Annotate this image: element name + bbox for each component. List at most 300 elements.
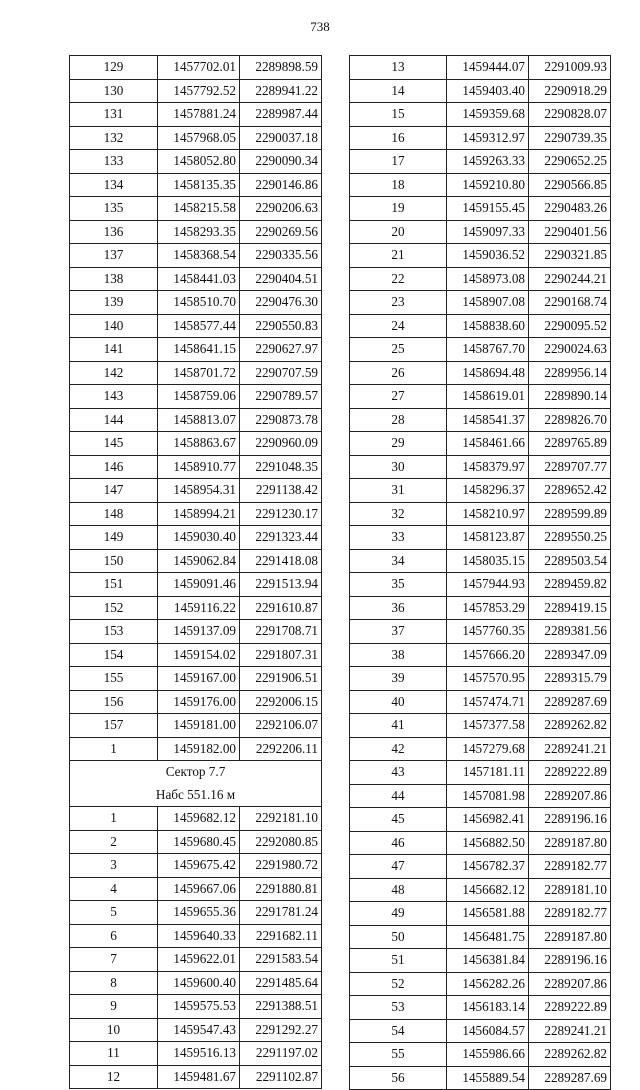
table-row xyxy=(350,996,611,1020)
x-coordinate: 1458441.03 xyxy=(158,267,240,291)
y-coordinate: 2289222.89 xyxy=(529,996,611,1020)
point-number: 51 xyxy=(350,949,447,973)
table-row xyxy=(70,314,322,338)
y-coordinate: 2290168.74 xyxy=(529,291,611,315)
point-number: 13 xyxy=(350,56,447,80)
page-number: 738 xyxy=(310,19,330,34)
y-coordinate: 2289347.09 xyxy=(529,643,611,667)
point-number: 40 xyxy=(350,690,447,714)
y-coordinate: 2290918.29 xyxy=(529,79,611,103)
point-number: 1 xyxy=(70,807,158,831)
point-number: 42 xyxy=(350,737,447,761)
point-number: 154 xyxy=(70,643,158,667)
table-row xyxy=(70,385,322,409)
table-row xyxy=(70,220,322,244)
y-coordinate: 2289419.15 xyxy=(529,596,611,620)
table-row xyxy=(350,573,611,597)
table-row xyxy=(350,549,611,573)
table-row xyxy=(350,361,611,385)
point-number: 1 xyxy=(70,737,158,761)
x-coordinate: 1459600.40 xyxy=(158,971,240,995)
x-coordinate: 1458135.35 xyxy=(158,173,240,197)
y-coordinate: 2290873.78 xyxy=(240,408,322,432)
y-coordinate: 2292206.11 xyxy=(240,737,322,761)
y-coordinate: 2290789.57 xyxy=(240,385,322,409)
point-number: 31 xyxy=(350,479,447,503)
point-number: 137 xyxy=(70,244,158,268)
table-row xyxy=(70,150,322,174)
point-number: 47 xyxy=(350,855,447,879)
table-row xyxy=(70,995,322,1019)
table-row xyxy=(70,877,322,901)
y-coordinate: 2290739.35 xyxy=(529,126,611,150)
point-number: 29 xyxy=(350,432,447,456)
point-number: 44 xyxy=(350,784,447,808)
table-row xyxy=(70,244,322,268)
table-row xyxy=(350,620,611,644)
point-number: 50 xyxy=(350,925,447,949)
x-coordinate: 1457760.35 xyxy=(447,620,529,644)
point-number: 32 xyxy=(350,502,447,526)
table-row xyxy=(350,667,611,691)
x-coordinate: 1457279.68 xyxy=(447,737,529,761)
x-coordinate: 1456682.12 xyxy=(447,878,529,902)
table-row xyxy=(70,667,322,691)
table-row xyxy=(70,173,322,197)
point-number: 36 xyxy=(350,596,447,620)
point-number: 27 xyxy=(350,385,447,409)
y-coordinate: 2289941.22 xyxy=(240,79,322,103)
point-number: 23 xyxy=(350,291,447,315)
table-row xyxy=(350,79,611,103)
y-coordinate: 2290828.07 xyxy=(529,103,611,127)
y-coordinate: 2291009.93 xyxy=(529,56,611,80)
y-coordinate: 2289826.70 xyxy=(529,408,611,432)
y-coordinate: 2289187.80 xyxy=(529,831,611,855)
point-number: 152 xyxy=(70,596,158,620)
table-row xyxy=(350,432,611,456)
y-coordinate: 2289196.16 xyxy=(529,808,611,832)
table-row xyxy=(70,526,322,550)
table-row xyxy=(70,267,322,291)
y-coordinate: 2289262.82 xyxy=(529,714,611,738)
point-number: 155 xyxy=(70,667,158,691)
table-row xyxy=(350,714,611,738)
table-row xyxy=(70,126,322,150)
y-coordinate: 2290269.56 xyxy=(240,220,322,244)
x-coordinate: 1458035.15 xyxy=(447,549,529,573)
table-row xyxy=(70,103,322,127)
point-number: 140 xyxy=(70,314,158,338)
table-row xyxy=(350,244,611,268)
table-row xyxy=(70,854,322,878)
x-coordinate: 1455986.66 xyxy=(447,1043,529,1067)
point-number: 38 xyxy=(350,643,447,667)
y-coordinate: 2290476.30 xyxy=(240,291,322,315)
x-coordinate: 1459097.33 xyxy=(447,220,529,244)
x-coordinate: 1456581.88 xyxy=(447,902,529,926)
x-coordinate: 1458296.37 xyxy=(447,479,529,503)
table-row xyxy=(350,526,611,550)
y-coordinate: 2289503.54 xyxy=(529,549,611,573)
point-number: 150 xyxy=(70,549,158,573)
x-coordinate: 1459155.45 xyxy=(447,197,529,221)
y-coordinate: 2289898.59 xyxy=(240,56,322,80)
y-coordinate: 2290627.97 xyxy=(240,338,322,362)
y-coordinate: 2289182.77 xyxy=(529,855,611,879)
x-coordinate: 1459516.13 xyxy=(158,1042,240,1066)
x-coordinate: 1458052.80 xyxy=(158,150,240,174)
y-coordinate: 2291980.72 xyxy=(240,854,322,878)
y-coordinate: 2290037.18 xyxy=(240,126,322,150)
x-coordinate: 1457968.05 xyxy=(158,126,240,150)
y-coordinate: 2291138.42 xyxy=(240,479,322,503)
y-coordinate: 2289956.14 xyxy=(529,361,611,385)
y-coordinate: 2289287.69 xyxy=(529,1066,611,1090)
table-row xyxy=(70,714,322,738)
x-coordinate: 1456481.75 xyxy=(447,925,529,949)
x-coordinate: 1458379.97 xyxy=(447,455,529,479)
table-row xyxy=(350,502,611,526)
y-coordinate: 2289222.89 xyxy=(529,761,611,785)
table-row xyxy=(70,924,322,948)
point-number: 4 xyxy=(70,877,158,901)
table-row xyxy=(70,432,322,456)
table-row xyxy=(70,56,322,80)
x-coordinate: 1456782.37 xyxy=(447,855,529,879)
table-row xyxy=(350,1019,611,1043)
y-coordinate: 2290401.56 xyxy=(529,220,611,244)
point-number: 142 xyxy=(70,361,158,385)
point-number: 135 xyxy=(70,197,158,221)
y-coordinate: 2289241.21 xyxy=(529,737,611,761)
x-coordinate: 1456084.57 xyxy=(447,1019,529,1043)
y-coordinate: 2290095.52 xyxy=(529,314,611,338)
point-number: 49 xyxy=(350,902,447,926)
x-coordinate: 1457792.52 xyxy=(158,79,240,103)
x-coordinate: 1459210.80 xyxy=(447,173,529,197)
point-number: 12 xyxy=(70,1065,158,1089)
x-coordinate: 1459675.42 xyxy=(158,854,240,878)
sector-title: Сектор 7.7 xyxy=(70,761,322,784)
x-coordinate: 1457881.24 xyxy=(158,103,240,127)
table-row xyxy=(350,949,611,973)
point-number: 14 xyxy=(350,79,447,103)
table-row xyxy=(350,972,611,996)
table-row xyxy=(350,925,611,949)
y-coordinate: 2289381.56 xyxy=(529,620,611,644)
y-coordinate: 2291610.87 xyxy=(240,596,322,620)
table-row xyxy=(70,807,322,831)
x-coordinate: 1459167.00 xyxy=(158,667,240,691)
y-coordinate: 2290707.59 xyxy=(240,361,322,385)
x-coordinate: 1457570.95 xyxy=(447,667,529,691)
y-coordinate: 2291048.35 xyxy=(240,455,322,479)
table-row xyxy=(70,549,322,573)
point-number: 15 xyxy=(350,103,447,127)
x-coordinate: 1459062.84 xyxy=(158,549,240,573)
y-coordinate: 2291102.87 xyxy=(240,1065,322,1089)
point-number: 148 xyxy=(70,502,158,526)
sector-caption xyxy=(70,761,322,807)
y-coordinate: 2289707.77 xyxy=(529,455,611,479)
point-number: 131 xyxy=(70,103,158,127)
table-row xyxy=(350,878,611,902)
table-row xyxy=(350,784,611,808)
x-coordinate: 1456882.50 xyxy=(447,831,529,855)
table-row xyxy=(350,267,611,291)
table-row xyxy=(350,596,611,620)
point-number: 134 xyxy=(70,173,158,197)
x-coordinate: 1459030.40 xyxy=(158,526,240,550)
table-row xyxy=(70,596,322,620)
x-coordinate: 1459547.43 xyxy=(158,1018,240,1042)
table-row xyxy=(70,1042,322,1066)
y-coordinate: 2291583.54 xyxy=(240,948,322,972)
right-coordinates-table xyxy=(349,55,611,1090)
table-row xyxy=(70,502,322,526)
y-coordinate: 2291323.44 xyxy=(240,526,322,550)
y-coordinate: 2290244.21 xyxy=(529,267,611,291)
y-coordinate: 2290321.85 xyxy=(529,244,611,268)
x-coordinate: 1459154.02 xyxy=(158,643,240,667)
table-row xyxy=(350,690,611,714)
point-number: 20 xyxy=(350,220,447,244)
table-row xyxy=(350,220,611,244)
table-row xyxy=(350,385,611,409)
table-row xyxy=(70,830,322,854)
y-coordinate: 2291388.51 xyxy=(240,995,322,1019)
table-row xyxy=(350,761,611,785)
table-row xyxy=(70,479,322,503)
point-number: 34 xyxy=(350,549,447,573)
table-row xyxy=(350,314,611,338)
table-row xyxy=(70,901,322,925)
x-coordinate: 1459682.12 xyxy=(158,807,240,831)
x-coordinate: 1459481.67 xyxy=(158,1065,240,1089)
x-coordinate: 1458577.44 xyxy=(158,314,240,338)
table-row xyxy=(350,737,611,761)
point-number: 133 xyxy=(70,150,158,174)
point-number: 17 xyxy=(350,150,447,174)
y-coordinate: 2289599.89 xyxy=(529,502,611,526)
y-coordinate: 2289987.44 xyxy=(240,103,322,127)
table-row xyxy=(70,643,322,667)
x-coordinate: 1459359.68 xyxy=(447,103,529,127)
point-number: 24 xyxy=(350,314,447,338)
x-coordinate: 1456982.41 xyxy=(447,808,529,832)
left-table-bottom-rows xyxy=(70,807,322,1089)
table-row xyxy=(350,1043,611,1067)
left-coordinates-table xyxy=(69,55,322,1089)
x-coordinate: 1458210.97 xyxy=(447,502,529,526)
point-number: 2 xyxy=(70,830,158,854)
x-coordinate: 1457474.71 xyxy=(447,690,529,714)
x-coordinate: 1458510.70 xyxy=(158,291,240,315)
x-coordinate: 1458759.06 xyxy=(158,385,240,409)
table-row xyxy=(70,338,322,362)
x-coordinate: 1459622.01 xyxy=(158,948,240,972)
point-number: 54 xyxy=(350,1019,447,1043)
y-coordinate: 2289550.25 xyxy=(529,526,611,550)
x-coordinate: 1457181.11 xyxy=(447,761,529,785)
y-coordinate: 2291906.51 xyxy=(240,667,322,691)
table-row xyxy=(350,150,611,174)
y-coordinate: 2291485.64 xyxy=(240,971,322,995)
point-number: 43 xyxy=(350,761,447,785)
x-coordinate: 1459181.00 xyxy=(158,714,240,738)
table-row xyxy=(70,573,322,597)
table-row xyxy=(70,948,322,972)
point-number: 28 xyxy=(350,408,447,432)
point-number: 130 xyxy=(70,79,158,103)
table-row xyxy=(70,737,322,761)
point-number: 11 xyxy=(70,1042,158,1066)
point-number: 33 xyxy=(350,526,447,550)
y-coordinate: 2290550.83 xyxy=(240,314,322,338)
y-coordinate: 2290335.56 xyxy=(240,244,322,268)
point-number: 16 xyxy=(350,126,447,150)
y-coordinate: 2292006.15 xyxy=(240,690,322,714)
x-coordinate: 1458910.77 xyxy=(158,455,240,479)
point-number: 22 xyxy=(350,267,447,291)
table-row xyxy=(350,408,611,432)
point-number: 139 xyxy=(70,291,158,315)
point-number: 9 xyxy=(70,995,158,1019)
x-coordinate: 1459640.33 xyxy=(158,924,240,948)
table-row xyxy=(350,855,611,879)
x-coordinate: 1458293.35 xyxy=(158,220,240,244)
point-number: 144 xyxy=(70,408,158,432)
x-coordinate: 1459176.00 xyxy=(158,690,240,714)
x-coordinate: 1457853.29 xyxy=(447,596,529,620)
x-coordinate: 1458368.54 xyxy=(158,244,240,268)
table-row xyxy=(350,808,611,832)
y-coordinate: 2289459.82 xyxy=(529,573,611,597)
x-coordinate: 1459312.97 xyxy=(447,126,529,150)
x-coordinate: 1459091.46 xyxy=(158,573,240,597)
y-coordinate: 2291230.17 xyxy=(240,502,322,526)
x-coordinate: 1457377.58 xyxy=(447,714,529,738)
x-coordinate: 1458767.70 xyxy=(447,338,529,362)
y-coordinate: 2290024.63 xyxy=(529,338,611,362)
y-coordinate: 2289182.77 xyxy=(529,902,611,926)
point-number: 146 xyxy=(70,455,158,479)
table-row xyxy=(70,1065,322,1089)
table-row xyxy=(350,902,611,926)
y-coordinate: 2289207.86 xyxy=(529,972,611,996)
point-number: 153 xyxy=(70,620,158,644)
y-coordinate: 2292106.07 xyxy=(240,714,322,738)
table-row xyxy=(70,455,322,479)
x-coordinate: 1458619.01 xyxy=(447,385,529,409)
x-coordinate: 1459667.06 xyxy=(158,877,240,901)
x-coordinate: 1457081.98 xyxy=(447,784,529,808)
x-coordinate: 1458641.15 xyxy=(158,338,240,362)
y-coordinate: 2289652.42 xyxy=(529,479,611,503)
table-row xyxy=(350,643,611,667)
table-row xyxy=(70,620,322,644)
point-number: 157 xyxy=(70,714,158,738)
x-coordinate: 1459655.36 xyxy=(158,901,240,925)
y-coordinate: 2289315.79 xyxy=(529,667,611,691)
x-coordinate: 1458954.31 xyxy=(158,479,240,503)
point-number: 37 xyxy=(350,620,447,644)
point-number: 19 xyxy=(350,197,447,221)
table-row xyxy=(350,56,611,80)
point-number: 45 xyxy=(350,808,447,832)
y-coordinate: 2289890.14 xyxy=(529,385,611,409)
point-number: 149 xyxy=(70,526,158,550)
y-coordinate: 2290652.25 xyxy=(529,150,611,174)
point-number: 41 xyxy=(350,714,447,738)
right-table-rows xyxy=(350,56,611,1090)
x-coordinate: 1456282.26 xyxy=(447,972,529,996)
point-number: 26 xyxy=(350,361,447,385)
x-coordinate: 1459403.40 xyxy=(447,79,529,103)
point-number: 138 xyxy=(70,267,158,291)
x-coordinate: 1457702.01 xyxy=(158,56,240,80)
point-number: 46 xyxy=(350,831,447,855)
point-number: 35 xyxy=(350,573,447,597)
point-number: 147 xyxy=(70,479,158,503)
point-number: 6 xyxy=(70,924,158,948)
point-number: 30 xyxy=(350,455,447,479)
sector-height: Набс 551.16 м xyxy=(70,784,322,807)
table-row xyxy=(70,197,322,221)
y-coordinate: 2290146.86 xyxy=(240,173,322,197)
x-coordinate: 1458701.72 xyxy=(158,361,240,385)
point-number: 145 xyxy=(70,432,158,456)
point-number: 136 xyxy=(70,220,158,244)
y-coordinate: 2290090.34 xyxy=(240,150,322,174)
y-coordinate: 2289287.69 xyxy=(529,690,611,714)
y-coordinate: 2291781.24 xyxy=(240,901,322,925)
x-coordinate: 1459116.22 xyxy=(158,596,240,620)
y-coordinate: 2290566.85 xyxy=(529,173,611,197)
x-coordinate: 1458461.66 xyxy=(447,432,529,456)
point-number: 143 xyxy=(70,385,158,409)
y-coordinate: 2289181.10 xyxy=(529,878,611,902)
y-coordinate: 2290206.63 xyxy=(240,197,322,221)
table-row xyxy=(70,690,322,714)
y-coordinate: 2291880.81 xyxy=(240,877,322,901)
table-row xyxy=(70,408,322,432)
table-row xyxy=(350,455,611,479)
y-coordinate: 2289262.82 xyxy=(529,1043,611,1067)
y-coordinate: 2291418.08 xyxy=(240,549,322,573)
table-row xyxy=(350,338,611,362)
x-coordinate: 1457666.20 xyxy=(447,643,529,667)
x-coordinate: 1459137.09 xyxy=(158,620,240,644)
y-coordinate: 2291513.94 xyxy=(240,573,322,597)
x-coordinate: 1459680.45 xyxy=(158,830,240,854)
table-row xyxy=(70,971,322,995)
x-coordinate: 1459575.53 xyxy=(158,995,240,1019)
point-number: 55 xyxy=(350,1043,447,1067)
y-coordinate: 2290960.09 xyxy=(240,432,322,456)
table-row xyxy=(350,479,611,503)
y-coordinate: 2290483.26 xyxy=(529,197,611,221)
table-row xyxy=(70,361,322,385)
point-number: 151 xyxy=(70,573,158,597)
point-number: 10 xyxy=(70,1018,158,1042)
y-coordinate: 2289196.16 xyxy=(529,949,611,973)
x-coordinate: 1457944.93 xyxy=(447,573,529,597)
point-number: 53 xyxy=(350,996,447,1020)
point-number: 18 xyxy=(350,173,447,197)
x-coordinate: 1458123.87 xyxy=(447,526,529,550)
